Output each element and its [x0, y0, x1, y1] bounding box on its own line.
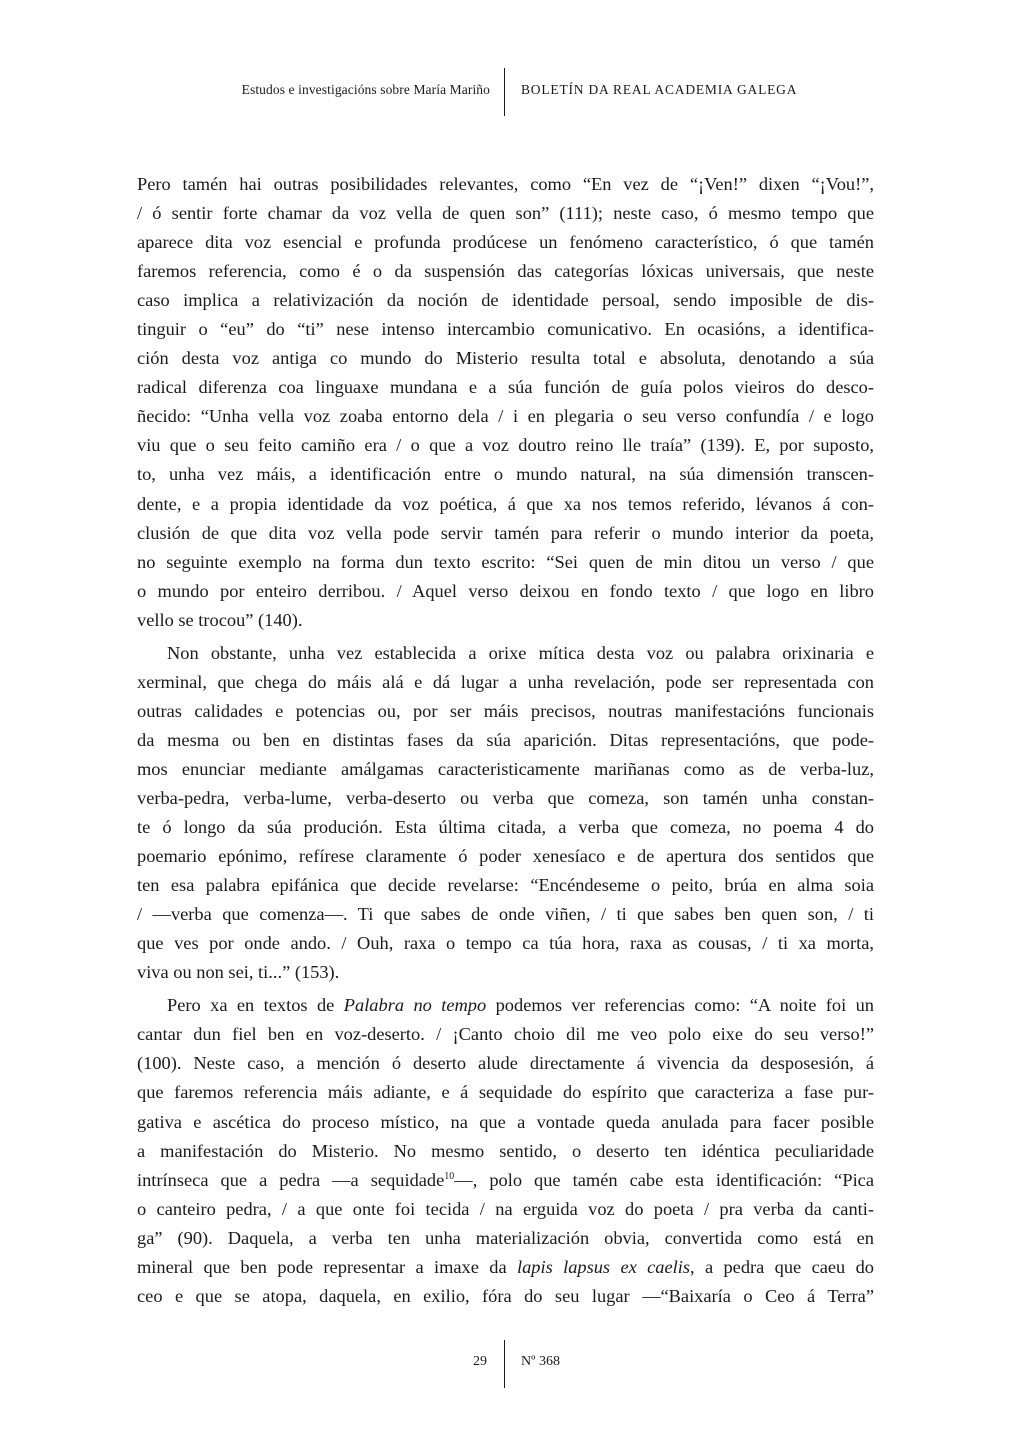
text-line: que faremos referencia máis adiante, e á sequidade do espírito que caracteriza a fase pur-	[137, 1082, 874, 1103]
text-line: ñecido: “Unha vella voz zoaba entorno dela / i en plegaria o seu verso confundía / e logo	[137, 406, 874, 427]
text-line: outras calidades e potencias ou, por ser máis precisos, noutras manifestacións funcionais	[137, 700, 874, 721]
text-line: a manifestación do Misterio. No mesmo sentido, o deserto ten idéntica peculiaridade	[137, 1140, 874, 1161]
text-line: no seguinte exemplo na forma dun texto escrito: “Sei quen de min ditou un verso / que	[137, 551, 874, 572]
text-run: podemos ver referencias como: “A noite foi un	[486, 995, 874, 1016]
text-line: ten esa palabra epifánica que decide revelarse: “Encéndeseme o peito, brúa en alma soia	[137, 875, 874, 896]
text-line	[137, 1253, 874, 1282]
header-journal-title: BOLETÍN DA REAL ACADEMIA GALEGA	[521, 82, 798, 97]
text-line: / ó sentir forte chamar da voz vella de quen son” (111); neste caso, ó mesmo tempo que	[137, 203, 874, 224]
running-header	[0, 68, 1010, 116]
footnote-marker[interactable]: 10	[444, 1170, 455, 1182]
text-line: (100). Neste caso, a mención ó deserto alude directamente á vivencia da desposesión, á	[137, 1053, 874, 1074]
header-section-title: Estudos e investigacións sobre María Mariño	[241, 82, 490, 97]
text-line: da mesma ou ben en distintas fases da súa aparición. Ditas representacións, que pode-	[137, 729, 874, 750]
text-line	[137, 991, 874, 1020]
text-line: tinguir o “eu” do “ti” nese intenso intercambio comunicativo. En ocasións, a identifica-	[137, 319, 874, 340]
page-number: 29	[473, 1354, 487, 1369]
text-line: ga” (90). Daquela, a verba ten unha materialización obvia, convertida como está en	[137, 1227, 874, 1248]
header-divider	[504, 68, 505, 116]
text-line: cantar dun fiel ben en voz-deserto. / ¡Canto choio dil me veo polo eixe do seu verso!”	[137, 1024, 874, 1045]
text-line: ceo e que se atopa, daquela, en exilio, fóra do seu lugar —“Baixaría o Ceo á Terra”	[137, 1285, 874, 1306]
article-body	[137, 170, 874, 1311]
text-line: gativa e ascética do proceso místico, na que a vontade queda anulada para facer posible	[137, 1111, 874, 1132]
text-line: viva ou non sei, ti...” (153).	[137, 962, 340, 983]
text-line: que ves por onde ando. / Ouh, raxa o tempo ca túa hora, raxa as cousas, / ti xa morta,	[137, 933, 874, 954]
text-line: dente, e a propia identidade da voz poética, á que xa nos temos referido, lévanos á con-	[137, 493, 874, 514]
text-line: to, unha vez máis, a identificación entre o mundo natural, na súa dimensión transcen-	[137, 464, 874, 485]
text-line: caso implica a relativización da noción de identidade persoal, sendo imposible de dis-	[137, 290, 874, 311]
text-line: o mundo por enteiro derribou. / Aquel verso deixou en fondo texto / que logo en libro	[137, 580, 874, 601]
text-line: aparece dita voz esencial e profunda prodúcese un fenómeno característico, ó que tamén	[137, 232, 874, 253]
text-line: verba-pedra, verba-lume, verba-deserto ou verba que comeza, son tamén unha constan-	[137, 787, 874, 808]
text-line: faremos referencia, como é o da suspensión das categorías lóxicas universais, que neste	[137, 261, 874, 282]
paragraph-2	[137, 639, 874, 988]
text-line: xerminal, que chega do máis alá e dá lugar a unha revelación, pode ser representada con	[137, 671, 874, 692]
text-run: Pero xa en textos de	[167, 995, 344, 1016]
text-line: poemario epónimo, refírese claramente ó poder xenesíaco e de apertura dos sentidos que	[137, 846, 874, 867]
text-run: —, polo que tamén cabe esta identificación: “Pica	[454, 1169, 875, 1190]
issue-number: Nº 368	[521, 1354, 560, 1369]
book-title-emphasis: Palabra no tempo	[343, 995, 487, 1016]
page-footer	[0, 1340, 1010, 1388]
text-line: ción desta voz antiga co mundo do Misterio resulta total e absoluta, denotando a súa	[137, 348, 874, 369]
text-line: mos enunciar mediante amálgamas caracteristicamente mariñanas como as de verba-luz,	[137, 758, 874, 779]
text-line: o canteiro pedra, / a que onte foi tecida / na erguida voz do poeta / pra verba da canti-	[137, 1198, 874, 1219]
text-line: radical diferenza coa linguaxe mundana e a súa función de guía polos vieiros do desco-	[137, 377, 874, 398]
text-line: Non obstante, unha vez establecida a orixe mítica desta voz ou palabra orixinaria e	[167, 642, 874, 663]
text-run: intrínseca que a pedra —a sequidade	[137, 1169, 445, 1190]
text-line: clusión de que dita voz vella pode servir tamén para referir o mundo interior da poeta,	[137, 522, 874, 543]
text-line: vello se trocou” (140).	[137, 609, 303, 630]
latin-phrase-emphasis: lapis lapsus ex caelis	[516, 1256, 691, 1277]
text-line: viu que o seu feito camiño era / o que a voz doutro reino lle traía” (139). E, por suposto,	[137, 435, 874, 456]
footer-divider	[504, 1340, 505, 1388]
text-run: mineral que ben pode representar a imaxe da	[137, 1256, 517, 1277]
text-run: , a pedra que caeu do	[690, 1256, 874, 1277]
text-line: Pero tamén hai outras posibilidades relevantes, como “En vez de “¡Ven!” dixen “¡Vou!”,	[137, 174, 874, 194]
paragraph-1	[137, 170, 874, 635]
text-line	[137, 1166, 874, 1195]
text-line: / —verba que comenza—. Ti que sabes de onde viñen, / ti que sabes ben quen son, / ti	[137, 904, 874, 925]
paragraph-3	[137, 991, 874, 1311]
text-line: te ó longo da súa produción. Esta última citada, a verba que comeza, no poema 4 do	[137, 817, 874, 838]
